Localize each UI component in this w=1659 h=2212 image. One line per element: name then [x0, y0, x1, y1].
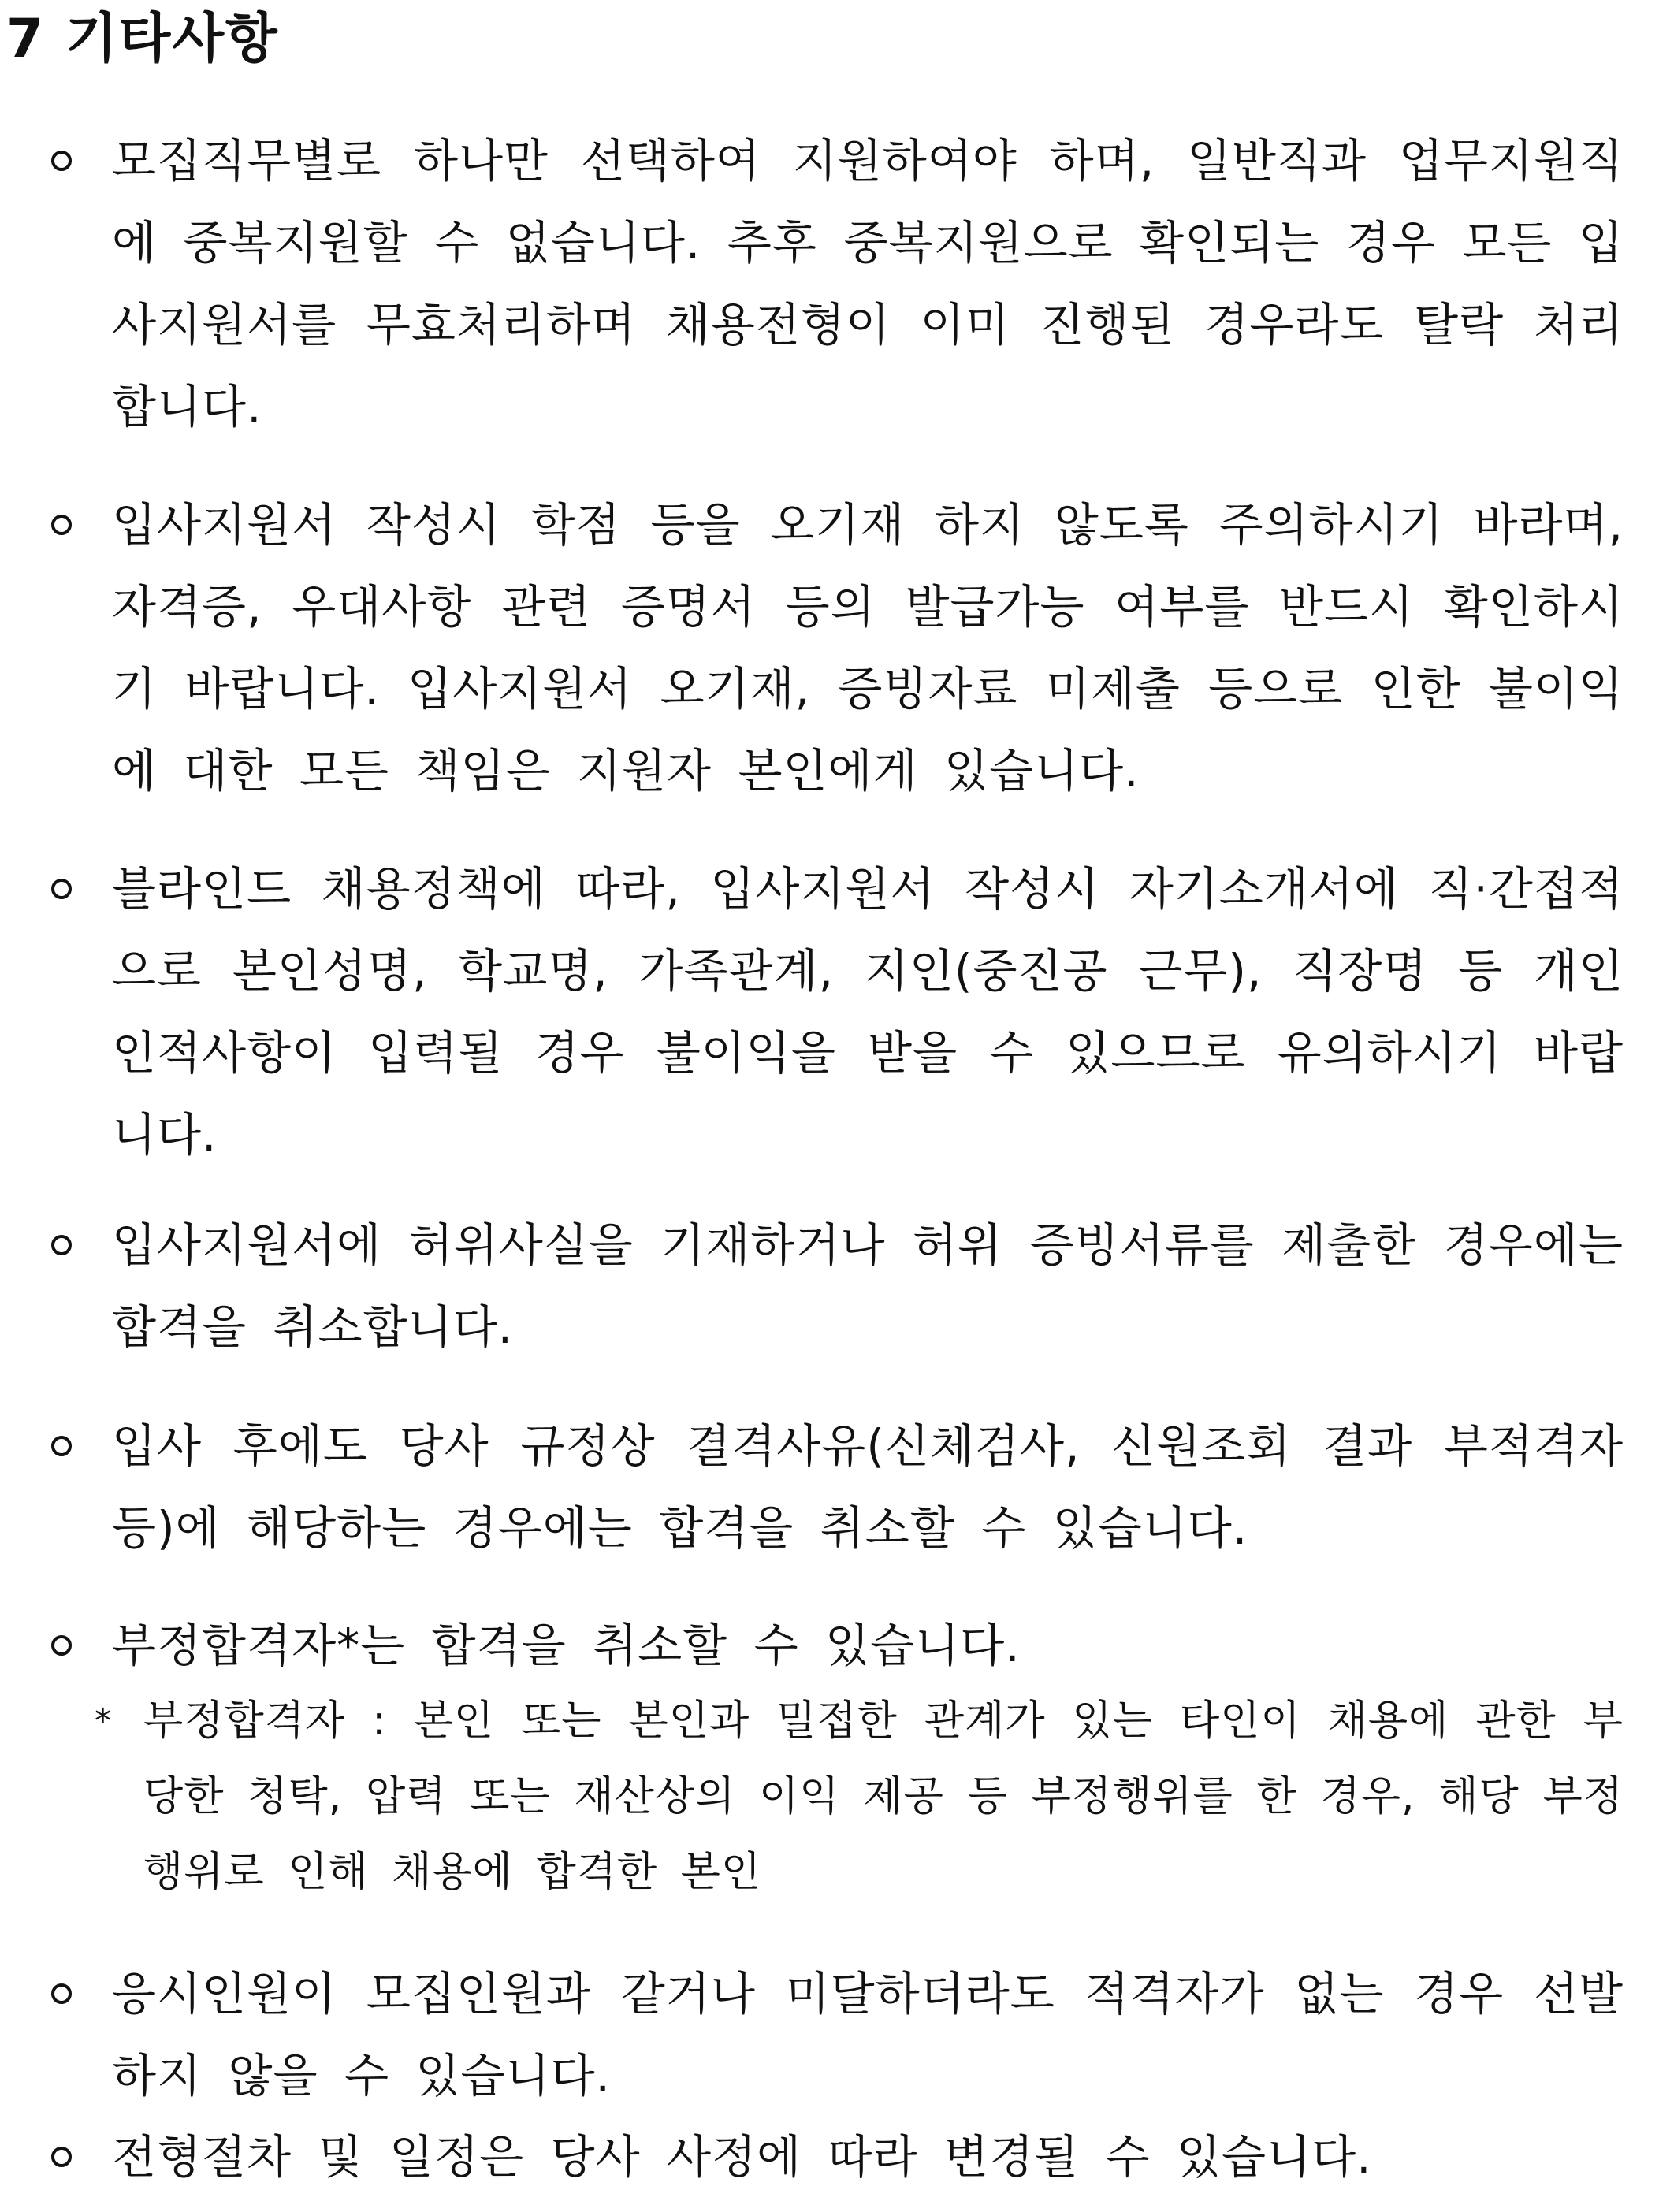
bullet-circle-icon: [44, 1953, 79, 2035]
bullet-circle-icon: [44, 848, 79, 930]
item-text: 모집직무별로 하나만 선택하여 지원하여야 하며, 일반직과 업무지원직에 중복지원할 수 없습니다. 추후 중복지원으로 확인되는 경우 모든 입사지원서를 무효처리하며 채용전형이 이미 진행된 경우라도 탈락 처리합니다.: [112, 134, 1624, 433]
item-text: 입사지원서 작성시 학점 등을 오기재 하지 않도록 주의하시기 바라며, 자격증, 우대사항 관련 증명서 등의 발급가능 여부를 반드시 확인하시기 바랍니다. 입사지원서 오기재, 증빙자료 미제출 등으로 인한 불이익에 대한 모든 책임은 지원자 본인에게 있습니다.: [112, 498, 1624, 797]
item-text: 블라인드 채용정책에 따라, 입사지원서 작성시 자기소개서에 직·간접적으로 본인성명, 학교명, 가족관계, 지인(중진공 근무), 직장명 등 개인 인적사항이 입력될 경우 불이익을 받을 수 있으므로 유의하시기 바랍니다.: [112, 862, 1624, 1162]
bullet-circle-icon: [44, 1604, 79, 1686]
bullet-circle-icon: [44, 484, 79, 566]
bullet-circle-icon: [44, 1405, 79, 1487]
item-text: 응시인원이 모집인원과 같거나 미달하더라도 적격자가 없는 경우 선발하지 않을 수 있습니다.: [112, 1967, 1624, 2102]
item-text: 부정합격자*는 합격을 취소할 수 있습니다.: [112, 1619, 1021, 1672]
footnote-asterisk: *: [95, 1701, 111, 1740]
footnote-text: 부정합격자 : 본인 또는 본인과 밀접한 관계가 있는 타인이 채용에 관한 부당한 청탁, 압력 또는 재산상의 이익 제공 등 부정행위를 한 경우, 해당 부정행위로 인해 채용에 합격한 본인: [143, 1697, 1624, 1896]
bullet-circle-icon: [44, 2116, 79, 2198]
bullet-circle-icon: [44, 120, 79, 202]
item-text: 전형절차 및 일정은 당사 사정에 따라 변경될 수 있습니다.: [112, 2130, 1372, 2184]
item-text: 입사지원서에 허위사실을 기재하거나 허위 증빙서류를 제출한 경우에는 합격을 취소합니다.: [112, 1218, 1624, 1354]
item-text: 입사 후에도 당사 규정상 결격사유(신체검사, 신원조회 결과 부적격자 등)에 해당하는 경우에는 합격을 취소할 수 있습니다.: [112, 1419, 1624, 1555]
bullet-circle-icon: [44, 1204, 79, 1286]
section-title: 7 기타사항: [6, 8, 279, 70]
